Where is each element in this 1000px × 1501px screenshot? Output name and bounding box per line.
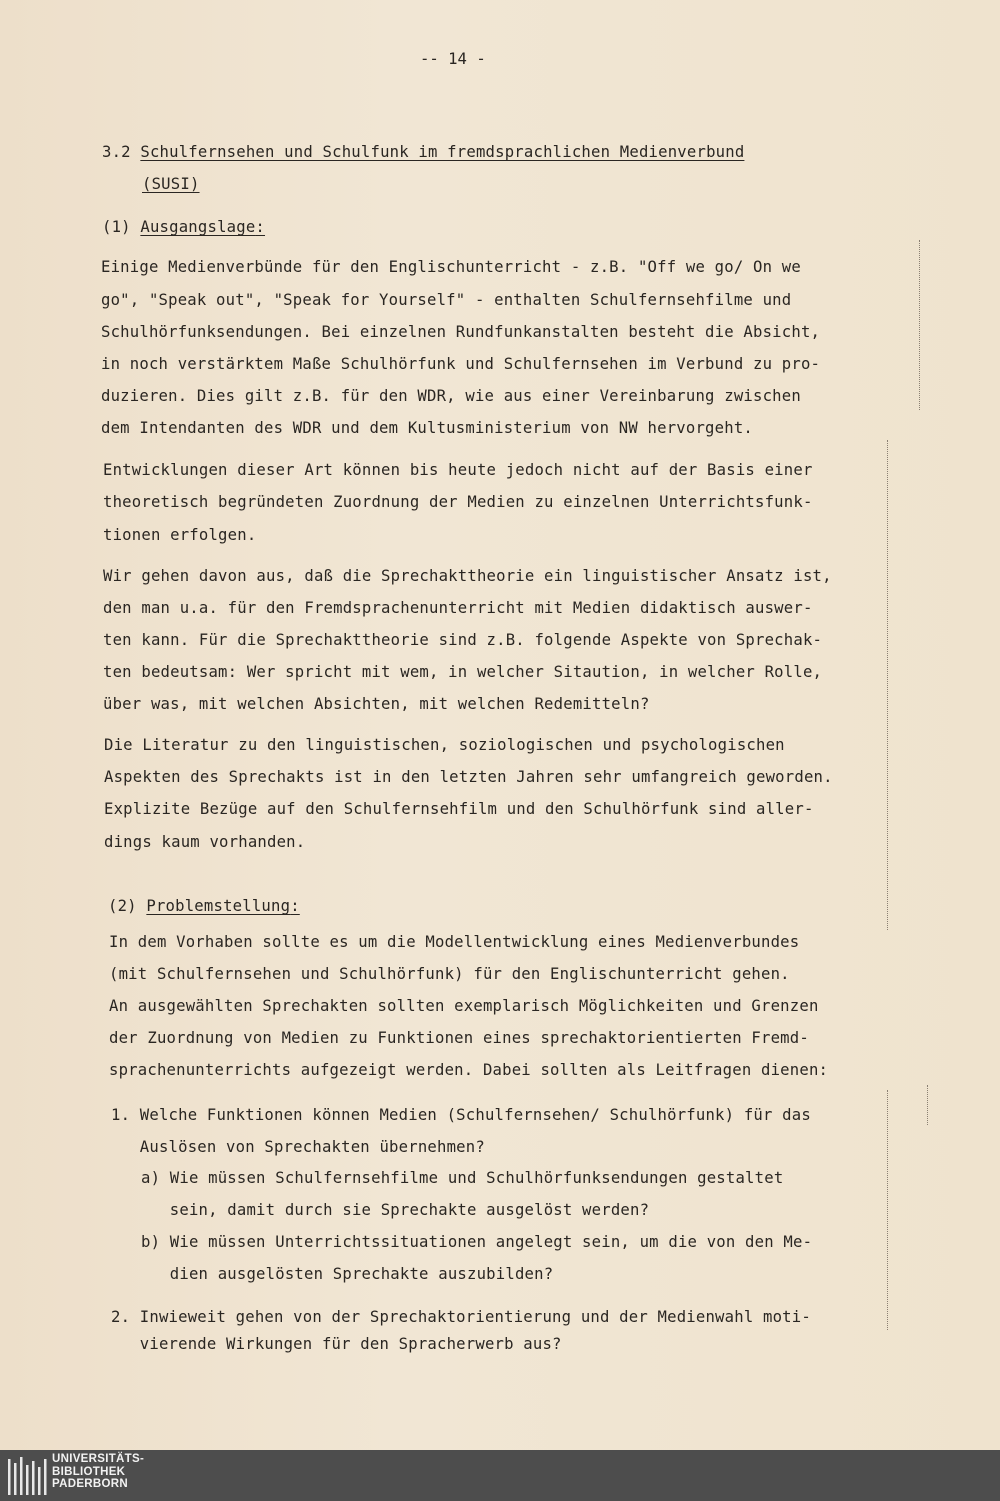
margin-mark <box>919 240 920 410</box>
text-line: In dem Vorhaben sollte es um die Modellentwicklung eines Medienverbundes <box>109 933 800 951</box>
library-name: UNIVERSITÄTS- BIBLIOTHEK PADERBORN <box>52 1453 145 1490</box>
section-number: 3.2 <box>102 143 131 161</box>
margin-mark <box>887 440 888 930</box>
text-line: Entwicklungen dieser Art können bis heute jedoch nicht auf der Basis einer <box>103 461 813 479</box>
section-title-line2: (SUSI) <box>142 175 200 193</box>
section-heading <box>102 142 744 162</box>
text-line: dem Intendanten des WDR und dem Kultusministerium von NW hervorgeht. <box>101 419 753 437</box>
subsection-1-title: Ausgangslage: <box>140 218 266 236</box>
text-line: den man u.a. für den Fremdsprachenunterricht mit Medien didaktisch auswer- <box>103 599 813 617</box>
list-subitem: sein, damit durch sie Sprechakte ausgelöst werden? <box>141 1201 650 1219</box>
text-line: Explizite Bezüge auf den Schulfernsehfilm und den Schulhörfunk sind aller- <box>104 800 814 818</box>
margin-mark <box>887 1090 888 1330</box>
text-line: Schulhörfunksendungen. Bei einzelnen Rundfunkanstalten besteht die Absicht, <box>101 323 821 341</box>
text-line: dings kaum vorhanden. <box>104 833 306 851</box>
text-line: in noch verstärktem Maße Schulhörfunk und Schulfernsehen im Verbund zu pro- <box>101 355 821 373</box>
text-line: sprachenunterrichts aufgezeigt werden. Dabei sollten als Leitfragen dienen: <box>109 1061 829 1079</box>
text-line: duzieren. Dies gilt z.B. für den WDR, wie aus einer Vereinbarung zwischen <box>101 387 801 405</box>
list-item: 2. Inwieweit gehen von der Sprechaktorientierung und der Medienwahl moti- <box>111 1308 811 1326</box>
library-footer <box>0 1450 1000 1501</box>
list-item: 1. Welche Funktionen können Medien (Schulfernsehen/ Schulhörfunk) für das <box>111 1106 811 1124</box>
subsection-2-heading <box>108 896 300 916</box>
subsection-1-number: (1) <box>102 218 131 236</box>
text-line: Wir gehen davon aus, daß die Sprechakttheorie ein linguistischer Ansatz ist, <box>103 567 832 585</box>
text-line: Die Literatur zu den linguistischen, soziologischen und psychologischen <box>104 736 785 754</box>
subsection-2-title: Problemstellung: <box>146 897 300 915</box>
list-subitem: b) Wie müssen Unterrichtssituationen angelegt sein, um die von den Me- <box>141 1233 813 1251</box>
library-logo-icon <box>8 1455 48 1497</box>
text-line: go", "Speak out", "Speak for Yourself" - enthalten Schulfernsehfilme und <box>101 291 792 309</box>
subsection-2-number: (2) <box>108 897 137 915</box>
text-line: Aspekten des Sprechakts ist in den letzten Jahren sehr umfangreich geworden. <box>104 768 833 786</box>
subsection-1-heading <box>102 217 265 237</box>
text-line: An ausgewählten Sprechakten sollten exemplarisch Möglichkeiten und Grenzen <box>109 997 819 1015</box>
text-line: theoretisch begründeten Zuordnung der Medien zu einzelnen Unterrichtsfunk- <box>103 493 813 511</box>
list-item: Auslösen von Sprechakten übernehmen? <box>111 1138 485 1156</box>
list-subitem: a) Wie müssen Schulfernsehfilme und Schulhörfunksendungen gestaltet <box>141 1169 784 1187</box>
text-line: tionen erfolgen. <box>103 526 257 544</box>
list-item: vierende Wirkungen für den Spracherwerb aus? <box>111 1335 562 1353</box>
text-line: ten bedeutsam: Wer spricht mit wem, in welcher Sitaution, in welcher Rolle, <box>103 663 823 681</box>
text-line: ten kann. Für die Sprechakttheorie sind z.B. folgende Aspekte von Sprechak- <box>103 631 823 649</box>
page-number: -- 14 - <box>420 50 486 68</box>
text-line: über was, mit welchen Absichten, mit welchen Redemitteln? <box>103 695 650 713</box>
section-title-line1: Schulfernsehen und Schulfunk im fremdsprachlichen Medienverbund <box>140 143 745 161</box>
list-subitem: dien ausgelösten Sprechakte auszubilden? <box>141 1265 554 1283</box>
text-line: der Zuordnung von Medien zu Funktionen eines sprechaktorientierten Fremd- <box>109 1029 809 1047</box>
text-line: Einige Medienverbünde für den Englischunterricht - z.B. "Off we go/ On we <box>101 258 801 276</box>
text-line: (mit Schulfernsehen und Schulhörfunk) für den Englischunterricht gehen. <box>109 965 790 983</box>
margin-mark <box>927 1085 928 1125</box>
